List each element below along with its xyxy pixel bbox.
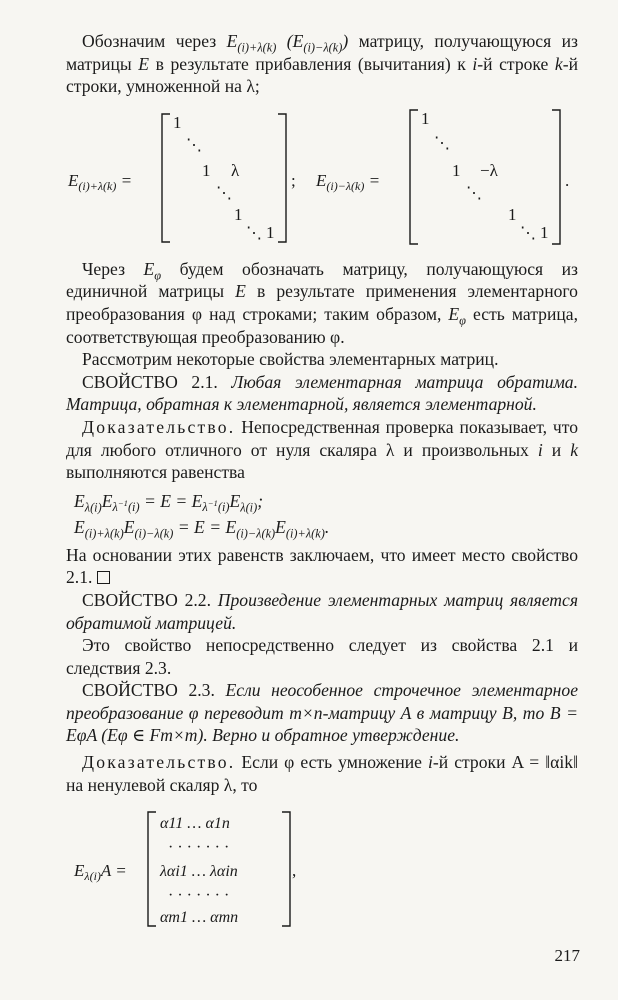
property-heading: СВОЙСТВО 2.2. (82, 589, 211, 610)
text: -й строки A = ‖αik‖ на ненулевой скаляр λ, то (66, 752, 579, 795)
matrix-display-scaling (0, 802, 618, 932)
property-statement: Если неособенное строчечное элементарное преобразование φ переводит m×n-матрицу A в матрицу B, то B = EφA (Eφ ∈ Fm×m). Верно и обратное утверждение. (66, 680, 579, 746)
equations-inverse (66, 488, 578, 540)
proof-heading: Доказательство. (82, 752, 236, 773)
symbol-e-phi: $E_\varphi$ (143, 258, 162, 283)
matrix2-one-a: 1 (421, 108, 430, 128)
bracket-left-2 (410, 110, 418, 244)
proof-heading: Доказательство. (82, 416, 236, 437)
text: и (542, 439, 571, 460)
matrix1-lambda: λ (231, 160, 240, 180)
matrix-lhs-plus: $E_{(i)+\lambda(k)}$ = (68, 170, 133, 193)
matrix-scaling-svg (0, 802, 618, 932)
property-statement: Любая элементарная матрица обратима. Матрица, обратная к элементарной, является элементарной. (66, 371, 579, 415)
bracket-right-3 (282, 812, 290, 926)
matrix2-one-d: 1 (540, 222, 549, 242)
equation-line-2: $E_{(i)+\lambda(k)}E_{(i)-\lambda(k)} = E = E_{(i)-\lambda(k)}E_{(i)+\lambda(k)}$. (74, 516, 330, 541)
matrix-display-elementary (0, 98, 618, 248)
matrix2-dots-b: ⋱ (466, 184, 482, 202)
symbol-e-plus-minus: $E_{(i)+\lambda(k)}$ $(E_{(i)-\lambda(k)})$ (226, 31, 349, 55)
equation-line-1: $E_{\lambda(i)}E_{\lambda^{-1}(i)} = E = E_{\lambda^{-1}(i)}E_{\lambda(i)}$; (74, 490, 264, 515)
text: есть матрица, соответствующая преобразованию φ. (66, 303, 578, 347)
symbol-i: i (472, 53, 478, 74)
scaling-row-3: λαi1 … λαin (160, 863, 238, 881)
matrix1-dots-c: ⋱ (246, 224, 262, 242)
property-2-3 (66, 679, 578, 747)
scaling-row-2: · · · · · · · (168, 839, 230, 857)
symbol-k: k (554, 53, 563, 74)
scaling-row-5: αm1 … αmn (160, 909, 239, 927)
property-heading: СВОЙСТВО 2.3. (82, 680, 215, 701)
text: в результате прибавления (вычитания) к (149, 53, 473, 74)
matrix1-one-b: 1 (202, 160, 211, 180)
bracket-left-3 (148, 812, 156, 926)
proof-2-1 (66, 416, 578, 484)
text: -й строке (477, 53, 555, 74)
matrix1-one-a: 1 (173, 112, 182, 132)
symbol-e-phi-2: $E_\varphi$ (448, 303, 466, 328)
matrix-semicolon: ; (291, 170, 296, 190)
text: Через (82, 258, 144, 279)
matrix2-dots-c: ⋱ (520, 224, 536, 242)
symbol-i: i (537, 439, 543, 460)
text: -й строки, умноженной на λ; (66, 53, 579, 97)
matrix2-one-b: 1 (452, 160, 461, 180)
paragraph-conclusion-2-1 (66, 544, 578, 589)
paragraph-consider-properties: Рассмотрим некоторые свойства элементарных матриц. (82, 349, 499, 370)
matrix2-minus-lambda: −λ (480, 160, 498, 180)
matrix-svg (0, 98, 618, 248)
text: будем обозначать матрицу, получающуюся из единичной матрицы (66, 258, 578, 302)
property-2-1 (66, 371, 578, 416)
matrix-lhs-minus: $E_{(i)-\lambda(k)}$ = (316, 170, 381, 193)
symbol-k: k (570, 439, 578, 460)
text: выполняются равенства (66, 462, 245, 483)
scaling-row-1: α11 … α1n (160, 815, 230, 833)
paragraph-definition-e-plus-lambda (66, 30, 578, 98)
matrix1-dots-a: ⋱ (186, 136, 202, 154)
bracket-right-1 (278, 114, 286, 242)
end-of-proof-square-icon (97, 571, 110, 584)
matrix2-dots-a: ⋱ (434, 134, 450, 152)
matrix2-one-c: 1 (508, 204, 517, 224)
paragraph-follows: Это свойство непосредственно следует из свойства 2.1 и следствия 2.3. (66, 635, 578, 678)
symbol-e: E (138, 53, 150, 74)
page-content (66, 30, 578, 932)
text: в результате применения элементарного преобразования φ над строками; таким образом, (66, 281, 578, 324)
matrix1-one-d: 1 (266, 222, 275, 242)
scaling-comma: , (292, 861, 297, 881)
text: матрицу, получающуюся из матрицы (66, 31, 578, 74)
text: Если φ есть умножение (235, 752, 429, 773)
symbol-e: E (235, 281, 246, 302)
symbol-i: i (428, 752, 433, 773)
scaling-row-4: · · · · · · · (168, 887, 230, 905)
text: Обозначим через (82, 31, 227, 51)
property-2-2 (66, 589, 578, 634)
page-number: 217 (554, 946, 580, 965)
property-heading: СВОЙСТВО 2.1. (82, 371, 218, 392)
property-statement: Произведение элементарных матриц является обратимой матрицей. (66, 589, 578, 633)
scaling-lhs: $E_{\lambda(i)}A$ = (74, 861, 127, 884)
bracket-right-2 (552, 110, 560, 244)
text: Непосредственная проверка показывает, что для любого отличного от нуля скаляра λ и произвольных (66, 416, 578, 460)
matrix-period: . (565, 170, 570, 190)
proof-2-3 (66, 751, 578, 796)
paragraph-e-phi (66, 258, 578, 348)
matrix1-one-c: 1 (234, 204, 243, 224)
bracket-left-1 (162, 114, 170, 242)
text: На основании этих равенств заключаем, что имеет место свойство 2.1. (66, 544, 578, 588)
matrix1-dots-b: ⋱ (216, 184, 232, 202)
